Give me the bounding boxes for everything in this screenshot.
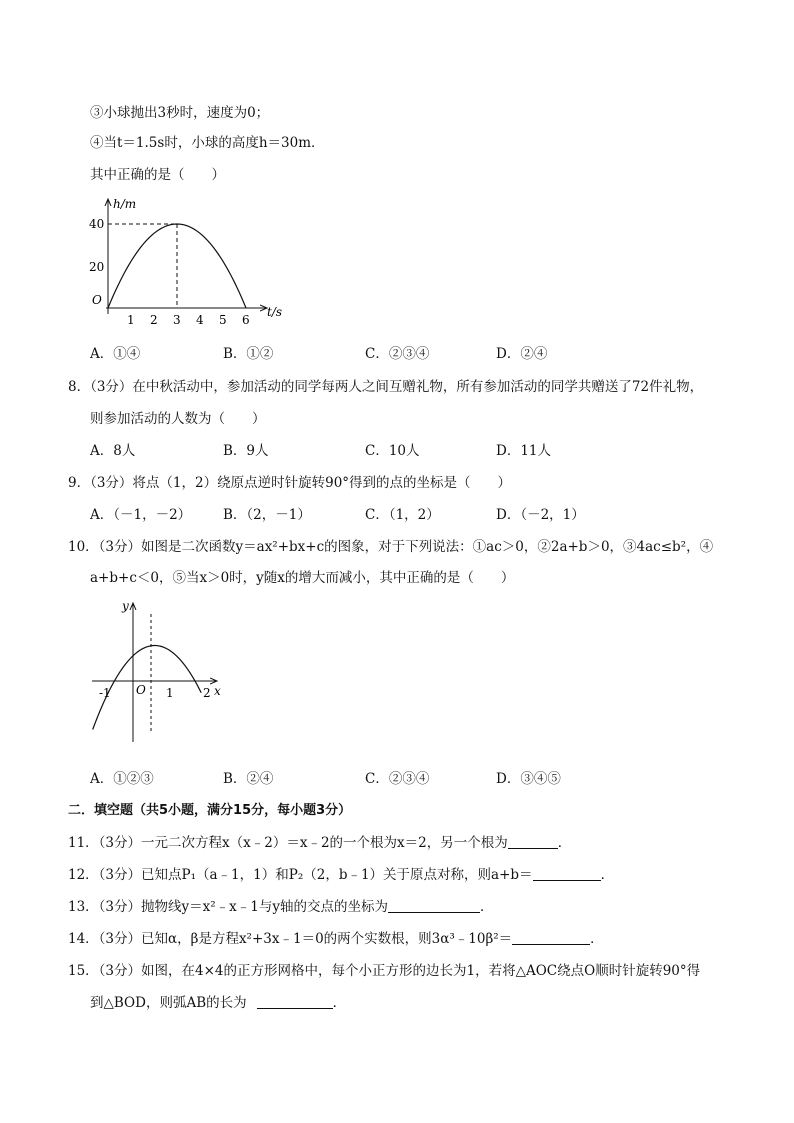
q7-y-axis-label: h/m — [113, 197, 137, 211]
q8-option-d[interactable]: D．11人 — [496, 443, 552, 459]
q13-answer-blank[interactable] — [388, 899, 480, 913]
q9-option-d[interactable]: D．（－2，1） — [496, 507, 585, 523]
q10-x-tick-neg1: -1 — [99, 686, 111, 700]
q7-height-time-graph — [86, 196, 286, 326]
q7-option-b[interactable]: B．①② — [223, 346, 274, 362]
q7-statement-3: ③小球抛出3秒时，速度为0； — [90, 105, 270, 121]
q10-option-d[interactable]: D．③④⑤ — [496, 771, 561, 787]
q12-text — [68, 866, 614, 884]
q8-text-line2: 则参加活动的人数为（ ） — [90, 411, 266, 427]
q12-question: 12．（3分）已知点P₁（a﹣1，1）和P₂（2，b﹣1）关于原点对称，则a+b＝ — [68, 867, 533, 883]
q9-option-b[interactable]: B．（2，－1） — [223, 507, 311, 523]
q13-question: 13．（3分）抛物线y＝x²﹣x﹣1与y轴的交点的坐标为 — [68, 899, 388, 915]
q8-option-c[interactable]: C．10人 — [365, 443, 420, 459]
q13-period: ． — [480, 899, 494, 915]
q10-text-line1: 10．（3分）如图是二次函数y＝ax²+bx+c的图象，对于下列说法：①ac＞0，②2a+b＞0，③4ac≤b²，④ — [68, 539, 714, 555]
q15-question: 到△BOD，则弧AB的长为 — [90, 995, 247, 1011]
q14-text — [68, 930, 604, 948]
q7-x-tick-1: 1 — [127, 313, 135, 326]
q7-x-tick-2: 2 — [150, 313, 158, 326]
q7-y-tick-20: 20 — [89, 260, 105, 274]
q7-y-tick-40: 40 — [89, 217, 105, 231]
q11-answer-blank[interactable] — [508, 835, 558, 849]
q10-parabola-graph — [88, 596, 228, 746]
q11-period: ． — [557, 835, 572, 851]
q12-answer-blank[interactable] — [533, 867, 601, 881]
q9-option-c[interactable]: C．（1，2） — [365, 507, 440, 523]
section-fill-in-heading: 二．填空题（共5小题，满分15分，每小题3分） — [68, 803, 352, 818]
q7-option-a[interactable]: A．①④ — [90, 346, 141, 362]
q10-y-axis-label: y — [122, 599, 129, 613]
q10-option-b[interactable]: B．②④ — [223, 771, 274, 787]
q7-origin-label: O — [92, 293, 102, 307]
q7-x-tick-3: 3 — [173, 313, 181, 326]
q15-answer-blank[interactable] — [257, 995, 333, 1009]
q14-period: ． — [590, 931, 604, 947]
q10-text-line2: a+b+c＜0，⑤当x＞0时，y随x的增大而减小，其中正确的是（ ） — [90, 570, 515, 586]
q11-text — [68, 834, 571, 852]
q10-origin-label: O — [136, 683, 146, 697]
q10-x-axis-label: x — [214, 684, 221, 698]
q15-text-line2 — [90, 994, 346, 1012]
q10-option-c[interactable]: C．②③④ — [365, 771, 430, 787]
q11-question: 11．（3分）一元二次方程x（x﹣2）＝x﹣2的一个根为x＝2，另一个根为 — [68, 835, 508, 851]
q7-option-d[interactable]: D．②④ — [496, 346, 548, 362]
q7-x-tick-6: 6 — [242, 313, 250, 326]
q10-x-tick-2: 2 — [203, 686, 211, 700]
q8-text-line1: 8．（3分）在中秋活动中，参加活动的同学每两人之间互赠礼物，所有参加活动的同学共赠送了72件礼物， — [68, 379, 704, 395]
q10-x-tick-1: 1 — [166, 686, 174, 700]
q7-option-c[interactable]: C．②③④ — [365, 346, 430, 362]
q14-question: 14．（3分）已知α，β是方程x²+3x﹣1＝0的两个实数根，则3α³﹣10β²＝ — [68, 931, 513, 947]
q12-period: ． — [600, 867, 615, 883]
q9-option-a[interactable]: A．（－1，－2） — [90, 507, 192, 523]
q15-text-line1: 15．（3分）如图，在4×4的正方形网格中，每个小正方形的边长为1，若将△AOC绕点O顺时针旋转90°得 — [68, 963, 701, 979]
q13-text — [68, 898, 494, 916]
q14-answer-blank[interactable] — [512, 931, 590, 945]
q7-x-tick-5: 5 — [219, 313, 227, 326]
q7-statement-4: ④当t＝1.5s时，小球的高度h＝30m． — [90, 135, 325, 151]
q15-period: ． — [332, 995, 347, 1011]
q7-question: 其中正确的是（ ） — [90, 167, 225, 183]
q10-option-a[interactable]: A．①②③ — [90, 771, 154, 787]
q7-x-tick-4: 4 — [196, 313, 204, 326]
q8-option-b[interactable]: B．9人 — [223, 443, 269, 459]
q8-option-a[interactable]: A．8人 — [90, 443, 136, 459]
q9-text: 9．（3分）将点（1，2）绕原点逆时针旋转90°得到的点的坐标是（ ） — [68, 475, 512, 491]
q7-x-axis-label: t/s — [267, 305, 283, 319]
